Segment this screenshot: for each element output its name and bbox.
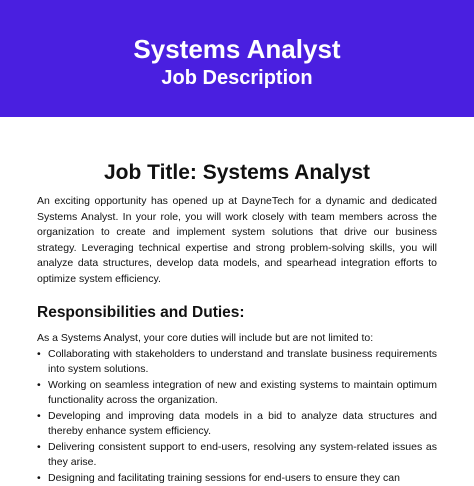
bullet-icon: • bbox=[37, 347, 41, 363]
duty-text: Collaborating with stakeholders to understand and translate business requirements into system solutions. bbox=[48, 348, 437, 376]
intro-paragraph: An exciting opportunity has opened up at DayneTech for a dynamic and dedicated Systems Analyst. In your role, you will work closely with team members across the organization to create and implement system solutions that drive our business strategy. Leveraging technical expertise and strong problem-solving skills, you will analyze data structures, develop data models, and spearhead integration efforts to optimize system efficiency. bbox=[37, 194, 437, 287]
list-item bbox=[37, 409, 437, 440]
list-item bbox=[37, 440, 437, 471]
duty-text: Delivering consistent support to end-users, resolving any system-related issues as they arise. bbox=[48, 441, 437, 469]
responsibilities-intro: As a Systems Analyst, your core duties will include but are not limited to: bbox=[37, 331, 437, 347]
bullet-icon: • bbox=[37, 471, 41, 486]
list-item bbox=[37, 378, 437, 409]
duties-list bbox=[37, 347, 437, 486]
duty-text: Designing and facilitating training sessions for end-users to ensure they can bbox=[48, 472, 400, 484]
bullet-icon: • bbox=[37, 409, 41, 425]
banner-title: Systems Analyst bbox=[0, 34, 474, 64]
bullet-icon: • bbox=[37, 440, 41, 456]
document-body bbox=[37, 160, 437, 486]
duty-text: Developing and improving data models in a bid to analyze data structures and thereby enhance system efficiency. bbox=[48, 410, 437, 438]
job-title-heading: Job Title: Systems Analyst bbox=[37, 160, 437, 186]
header-banner bbox=[0, 0, 474, 117]
banner-subtitle: Job Description bbox=[0, 66, 474, 90]
bullet-icon: • bbox=[37, 378, 41, 394]
responsibilities-heading: Responsibilities and Duties: bbox=[37, 303, 437, 323]
duty-text: Working on seamless integration of new and existing systems to maintain optimum functionality across the organization. bbox=[48, 379, 437, 407]
list-item bbox=[37, 347, 437, 378]
